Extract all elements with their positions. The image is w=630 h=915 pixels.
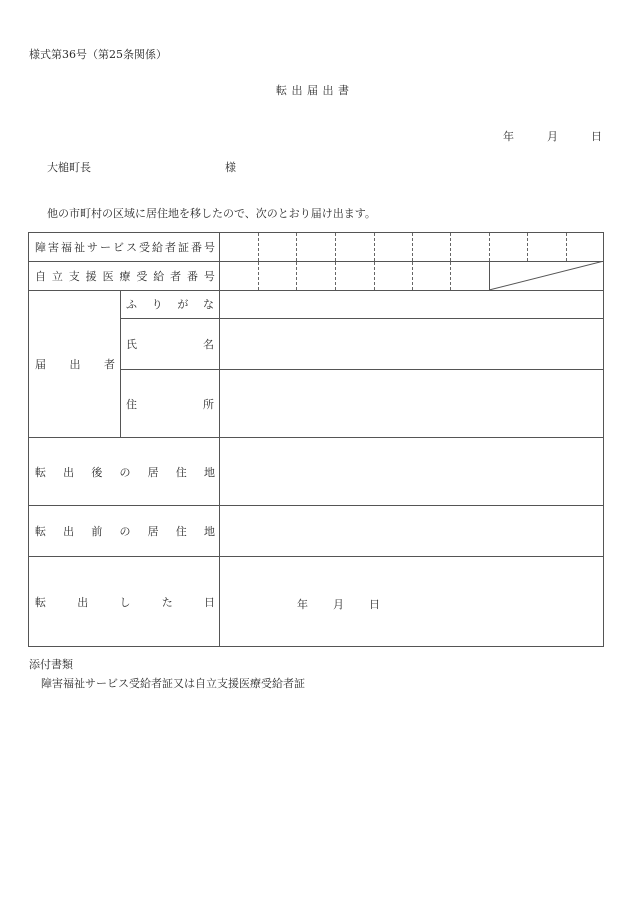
moveout-year-label: 年: [297, 598, 308, 611]
statement: 他の市町村の区域に居住地を移したので、次のとおり届け出ます。: [47, 207, 376, 220]
service-cert-number-input[interactable]: [220, 233, 604, 261]
label-medical-cert-number: 自 立 支 援 医 療 受 給 者 番 号: [35, 270, 215, 283]
form-table: [28, 232, 604, 647]
label-previous-residence: 転 出 前 の 居 住 地: [35, 525, 215, 538]
address-input[interactable]: [220, 370, 604, 437]
diagonal-slash: [489, 261, 604, 291]
moveout-date-input[interactable]: [220, 557, 604, 646]
addressee: 大槌町長: [47, 161, 91, 174]
label-furigana: ふ り が な: [126, 298, 214, 311]
day-label: 日: [591, 130, 602, 143]
previous-residence-input[interactable]: [220, 506, 604, 556]
label-notifier: 届 出 者: [35, 357, 115, 371]
form-number: 様式第36号（第25条関係）: [29, 48, 167, 61]
month-label: 月: [547, 130, 558, 143]
submission-date: [503, 128, 602, 144]
label-new-residence: 転 出 後 の 居 住 地: [35, 465, 215, 479]
moveout-month-label: 月: [333, 598, 344, 611]
label-address: 住 所: [126, 397, 214, 411]
attachments-item: 障害福祉サービス受給者証又は自立支援医療受給者証: [41, 677, 305, 690]
honorific: 様: [225, 161, 236, 174]
attachments-title: 添付書類: [29, 658, 73, 671]
new-residence-input[interactable]: [220, 438, 604, 505]
document-title: 転出届出書: [276, 84, 354, 97]
name-input[interactable]: [220, 319, 604, 369]
furigana-input[interactable]: [220, 291, 604, 318]
label-moveout-date: 転 出 し た 日: [35, 595, 215, 609]
divider: [120, 290, 121, 437]
label-service-cert-number: 障 害 福 祉 サ ー ビ ス 受 給 者 証 番 号: [35, 241, 215, 254]
medical-cert-number-input[interactable]: [220, 262, 489, 290]
moveout-day-label: 日: [369, 598, 380, 611]
label-name: 氏 名: [126, 338, 214, 351]
year-label: 年: [503, 130, 514, 143]
